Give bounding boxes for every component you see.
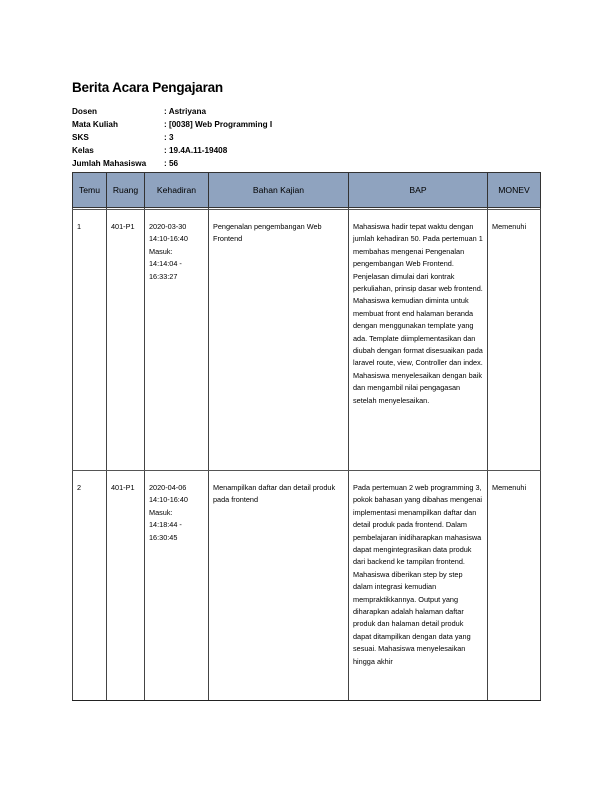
kehadiran-time: 14:10-16:40: [149, 495, 188, 505]
cell-temu: 2: [73, 471, 107, 701]
info-row-kelas: [72, 144, 272, 157]
info-label: Jumlah Mahasiswa: [72, 159, 147, 168]
kehadiran-out: 16:30:45: [149, 532, 178, 542]
info-label: SKS: [72, 133, 89, 142]
header-bap: BAP: [349, 173, 488, 208]
kehadiran-in: 14:18:44 -: [149, 520, 182, 530]
page-title: Berita Acara Pengajaran: [72, 80, 223, 95]
info-value: : 19.4A.11-19408: [164, 146, 228, 155]
cell-ruang: 401-P1: [107, 471, 145, 701]
cell-monev: Memenuhi: [488, 210, 541, 471]
info-value: : 3: [164, 133, 174, 142]
header-temu: Temu: [73, 173, 107, 208]
cell-bahan-kajian: Pengenalan pengembangan Web Frontend: [209, 210, 349, 471]
cell-kehadiran: [145, 471, 209, 701]
table-header-row: [73, 173, 541, 208]
kehadiran-in: 14:14:04 -: [149, 259, 182, 269]
kehadiran-date: 2020-04-06: [149, 483, 187, 492]
cell-bahan-kajian: Menampilkan daftar dan detail produk pada frontend: [209, 471, 349, 701]
header-kehadiran: Kehadiran: [145, 173, 209, 208]
header-monev: MONEV: [488, 173, 541, 208]
kehadiran-time: 14:10-16:40: [149, 234, 188, 244]
kehadiran-date: 2020-03-30: [149, 222, 187, 231]
table-row: [73, 210, 541, 471]
course-info: [72, 105, 272, 170]
info-label: Kelas: [72, 146, 94, 155]
cell-kehadiran: [145, 210, 209, 471]
cell-temu: 1: [73, 210, 107, 471]
cell-bap: Mahasiswa hadir tepat waktu dengan jumlah kehadiran 50. Pada pertemuan 1 membahas mengenai Pengenalan pengembangan Web Frontend. Penjelasan dimulai dari kontrak perkuliahan, prinsip dasar web frontend. Mahasiswa kemudian diminta untuk membuat front end halaman beranda dengan menggunakan template yang ada. Template diimplementasikan dan diubah dengan format disesuaikan pada laravel route, view, Controller dan index. Mahasiswa menyelesaikan dengan baik dan mengambil nilai pengagasan setelah menyelesaikan.: [349, 210, 488, 471]
header-bahan-kajian: Bahan Kajian: [209, 173, 349, 208]
info-row-dosen: [72, 105, 272, 118]
info-label: Dosen: [72, 107, 98, 116]
kehadiran-masuk-label: Masuk:: [149, 246, 173, 256]
bap-table: [72, 172, 541, 701]
cell-bap: Pada pertemuan 2 web programming 3, pokok bahasan yang dibahas mengenai implementasi menampilkan daftar dan detail produk pada frontend. Dalam pembelajaran inidiharapkan mahasiswa dapat mengintegrasikan data produk dari backend ke tampilan frontend. Mahasiswa diberikan step by step dalam integrasi kemudian mempraktikkannya. Output yang diharapkan adalah halaman daftar produk dan halaman detail produk dapat ditampilkan dengan data yang sesuai. Mahasiswa menyelesaikan hingga akhir: [349, 471, 488, 701]
kehadiran-masuk-label: Masuk:: [149, 507, 173, 517]
info-value: : [0038] Web Programming I: [164, 120, 273, 129]
header-ruang: Ruang: [107, 173, 145, 208]
info-row-jumlah-mahasiswa: [72, 157, 272, 170]
cell-monev: Memenuhi: [488, 471, 541, 701]
info-row-mata-kuliah: [72, 118, 272, 131]
info-value: : 56: [164, 159, 179, 168]
info-label: Mata Kuliah: [72, 120, 118, 129]
info-value: : Astriyana: [164, 107, 207, 116]
kehadiran-out: 16:33:27: [149, 271, 178, 281]
table-row: [73, 471, 541, 701]
cell-ruang: 401-P1: [107, 210, 145, 471]
info-row-sks: [72, 131, 272, 144]
